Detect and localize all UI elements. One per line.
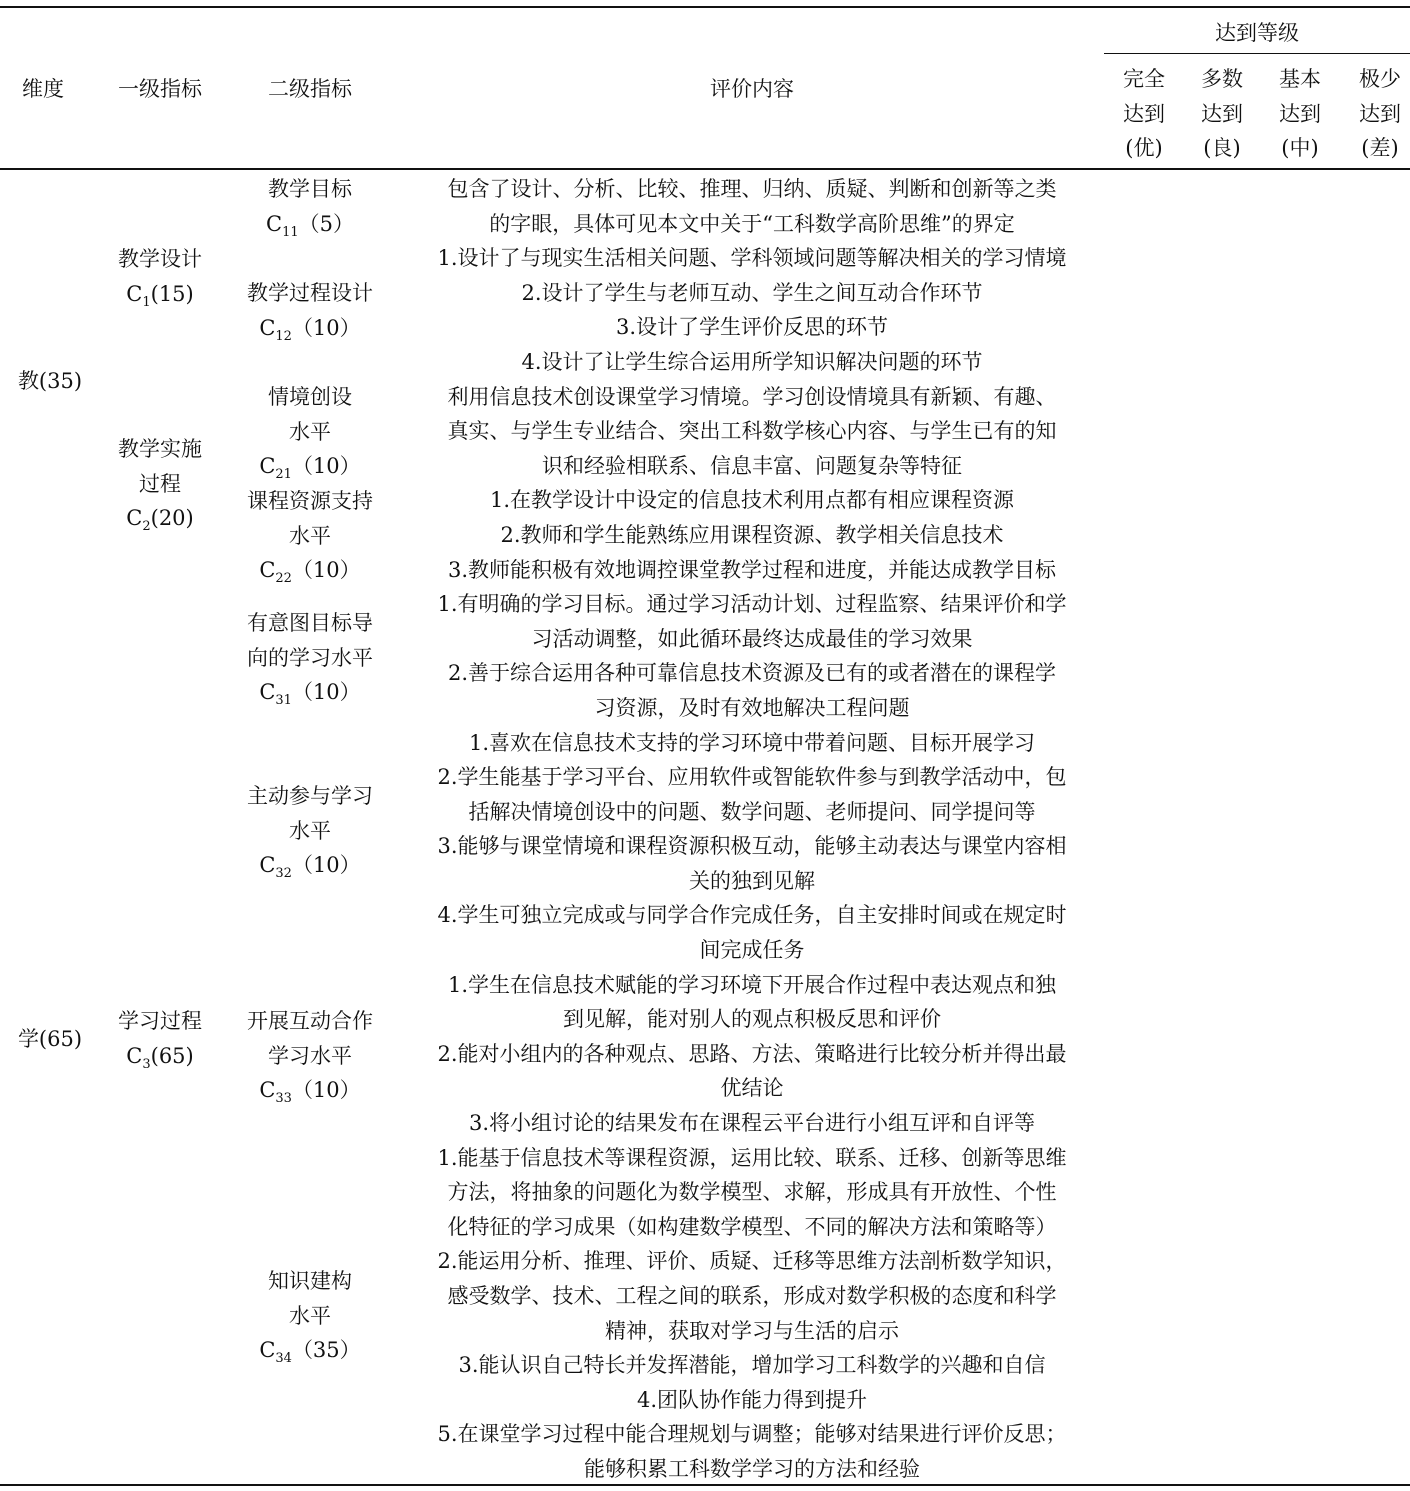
content-line: 的字眼，具体可见本文中关于“工科数学高阶思维”的界定 — [489, 211, 1015, 236]
header-level2: 二级指标 — [268, 77, 352, 101]
content-line: 2.学生能基于学习平台、应用软件或智能软件参与到教学活动中，包 — [437, 765, 1067, 790]
content-line: 1.学生在信息技术赋能的学习环境下开展合作过程中表达观点和独 — [447, 972, 1057, 997]
level1-c3: 学习过程 $C_3(65)$ — [118, 1009, 202, 1072]
content-line: 方法，将抽象的问题化为数学模型、求解，形成具有开放性、个性 — [447, 1180, 1057, 1205]
level1-c2: 教学实施 过程 $C_2(20)$ — [118, 437, 202, 535]
content-line: 关的独到见解 — [689, 868, 815, 893]
header-dimension: 维度 — [22, 77, 64, 101]
content-line: 1.在教学设计中设定的信息技术利用点都有相应课程资源 — [489, 488, 1015, 513]
content-line: 3.设计了学生评价反思的环节 — [615, 315, 889, 340]
grade-excellent: 完全 达到 (优) — [1123, 67, 1165, 161]
level2-c33: 开展互动合作 学习水平 $C_{33}(10)$ — [247, 1009, 373, 1107]
content-line: 化特征的学习成果（如构建数学模型、不同的解决方法和策略等） — [447, 1214, 1057, 1239]
top-rule — [0, 6, 1410, 8]
content-line: 1.喜欢在信息技术支持的学习环境中带着问题、目标开展学习 — [468, 730, 1036, 755]
content-line: 真实、与学生专业结合、突出工科数学核心内容、与学生已有的知 — [447, 419, 1057, 444]
content-line: 5.在课堂学习过程中能合理规划与调整；能够对结果进行评价反思； — [437, 1422, 1067, 1447]
content-line: 3.教师能积极有效地调控课堂教学过程和进度，并能达成教学目标 — [447, 557, 1057, 582]
content-line: 4.学生可独立完成或与同学合作完成任务，自主安排时间或在规定时 — [437, 903, 1067, 928]
content-line: 3.能够与课堂情境和课程资源积极互动，能够主动表达与课堂内容相 — [437, 834, 1067, 859]
grade-good: 多数 达到 (良) — [1201, 67, 1243, 161]
level2-c32: 主动参与学习 水平 $C_{32}(10)$ — [247, 784, 373, 882]
header-level1: 一级指标 — [118, 77, 202, 101]
header-grade-group: 达到等级 — [1215, 21, 1299, 45]
content-line: 1.设计了与现实生活相关问题、学科领域问题等解决相关的学习情境 — [437, 246, 1067, 271]
content-line: 2.能运用分析、推理、评价、质疑、迁移等思维方法剖析数学知识， — [437, 1249, 1067, 1274]
content-line: 1.有明确的学习目标。通过学习活动计划、过程监察、结果评价和学 — [437, 592, 1067, 617]
content-line: 4.设计了让学生综合运用所学知识解决问题的环节 — [521, 349, 983, 374]
header-rule — [0, 168, 1410, 170]
level2-c34: 知识建构 水平 $C_{34}(35)$ — [259, 1269, 361, 1367]
content-line: 括解决情境创设中的问题、数学问题、老师提问、同学提问等 — [468, 799, 1036, 824]
content-line: 包含了设计、分析、比较、推理、归纳、质疑、判断和创新等之类 — [447, 177, 1057, 201]
content-line: 习资源，及时有效地解决工程问题 — [594, 695, 910, 720]
header-content: 评价内容 — [710, 77, 794, 101]
content-line: 2.善于综合运用各种可靠信息技术资源及已有的或者潜在的课程学 — [447, 661, 1057, 686]
level1-c1: 教学设计 $C_1(15)$ — [118, 247, 202, 310]
grade-group-underline — [1104, 53, 1410, 54]
content-line: 识和经验相联系、信息丰富、问题复杂等特征 — [542, 453, 962, 478]
grade-poor: 极少 达到 (差) — [1359, 67, 1401, 161]
content-line: 能够积累工科数学学习的方法和经验 — [584, 1456, 920, 1481]
content-line: 间完成任务 — [699, 938, 805, 963]
level2-c11: 教学目标 $C_{11}(5)$ — [266, 177, 354, 240]
level2-c12: 教学过程设计 $C_{12}(10)$ — [247, 281, 373, 344]
content-line: 习活动调整，如此循环最终达成最佳的学习效果 — [531, 626, 973, 651]
content-line: 精神，获取对学习与生活的启示 — [605, 1318, 899, 1343]
content-line: 利用信息技术创设课堂学习情境。学习创设情境具有新颖、有趣、 — [447, 384, 1057, 409]
dimension-teach: 教(35) — [17, 369, 83, 393]
content-line: 3.将小组讨论的结果发布在课程云平台进行小组互评和自评等 — [468, 1111, 1036, 1136]
content-line: 感受数学、技术、工程之间的联系，形成对数学积极的态度和科学 — [447, 1284, 1057, 1308]
content-line: 2.设计了学生与老师互动、学生之间互动合作环节 — [521, 280, 983, 305]
content-line: 3.能认识自己特长并发挥潜能，增加学习工科数学的兴趣和自信 — [458, 1353, 1046, 1378]
content-line: 优结论 — [720, 1076, 784, 1101]
content-line: 2.能对小组内的各种观点、思路、方法、策略进行比较分析并得出最 — [437, 1041, 1067, 1066]
content-line: 到见解，能对别人的观点积极反思和评价 — [563, 1007, 941, 1032]
content-line: 1.能基于信息技术等课程资源，运用比较、联系、迁移、创新等思维 — [437, 1145, 1067, 1170]
dimension-learn: 学(65) — [17, 1027, 83, 1051]
content-line: 2.教师和学生能熟练应用课程资源、教学相关信息技术 — [500, 522, 1004, 547]
content-line: 4.团队协作能力得到提升 — [636, 1387, 868, 1412]
level2-c31: 有意图目标导 向的学习水平 $C_{31}(10)$ — [247, 611, 373, 709]
level2-c22: 课程资源支持 水平 $C_{22}(10)$ — [247, 489, 373, 587]
grade-medium: 基本 达到 (中) — [1279, 67, 1321, 161]
content-column — [405, 172, 1099, 1487]
level2-c21: 情境创设 水平 $C_{21}(10)$ — [259, 385, 361, 483]
